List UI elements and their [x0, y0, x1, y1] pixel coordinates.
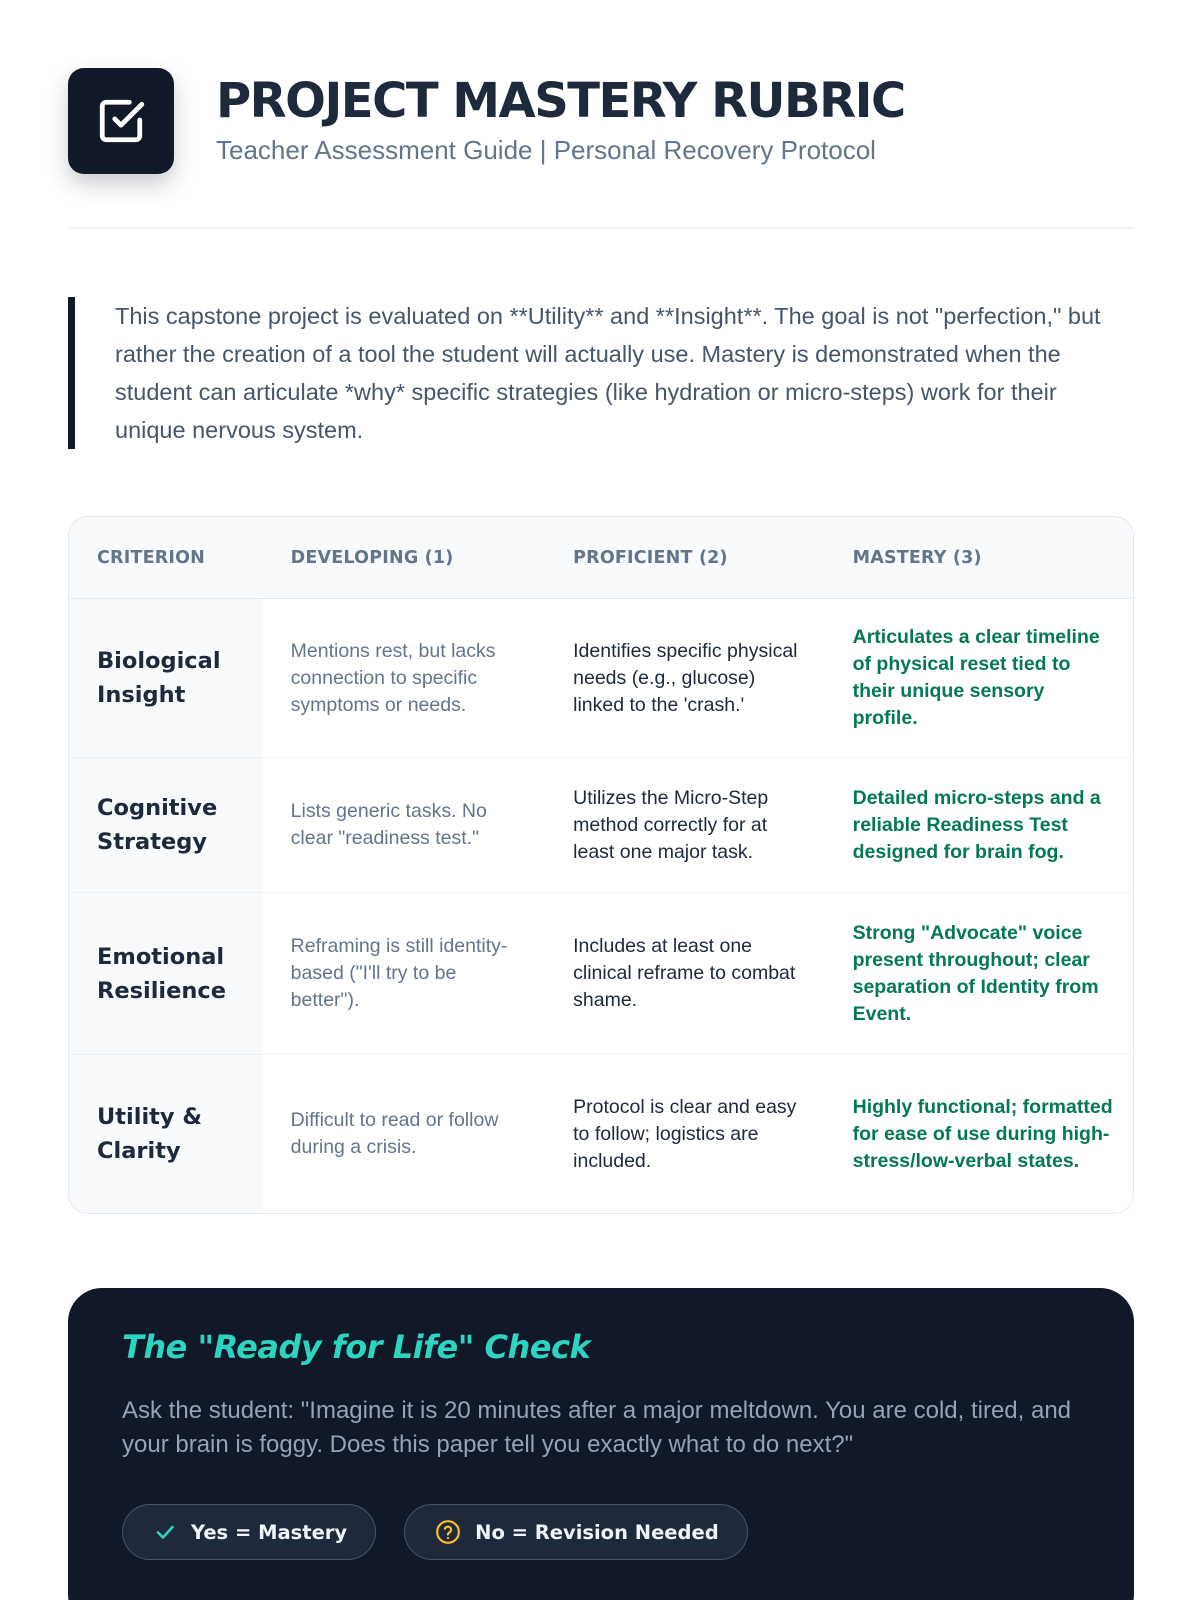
cell-criterion — [69, 893, 263, 1054]
developing-text: Difficult to read or follow during a crisis. — [290, 1109, 499, 1158]
header-proficient: PROFICIENT (2) — [573, 547, 728, 568]
header-divider — [68, 227, 1134, 229]
page-title: PROJECT MASTERY RUBRIC — [216, 72, 905, 129]
proficient-text: Utilizes the Micro-Step method correctly for at least one major task. — [573, 786, 769, 863]
proficient-text: Identifies specific physical needs (e.g., glucose) linked to the 'crash.' — [573, 639, 798, 716]
cell-developing — [263, 599, 545, 757]
criterion-label: Biological Insight — [97, 648, 221, 708]
mastery-text: Highly functional; formatted for ease of use during high-stress/low-verbal states. — [852, 1095, 1113, 1172]
cell-developing — [263, 1055, 545, 1213]
badge-yes-mastery — [122, 1504, 376, 1560]
criterion-label: Cognitive Strategy — [97, 795, 218, 855]
table-row — [69, 1055, 1133, 1213]
cell-proficient — [545, 1055, 824, 1213]
intro-text: This capstone project is evaluated on **Utility** and **Insight**. The goal is not "perfection," but rather the creation of a tool the student will actually use. Mastery is demonstrated when the student can articulate *why* specific strategies (like hydration or micro-steps) work for their unique nervous system. — [115, 303, 1101, 443]
cell-proficient — [545, 893, 824, 1054]
mastery-text: Articulates a clear timeline of physical reset tied to their unique sensory profile. — [852, 626, 1100, 729]
header-mastery: MASTERY (3) — [852, 547, 982, 568]
question-circle-icon — [435, 1519, 461, 1545]
cell-criterion — [69, 758, 263, 892]
cell-mastery — [825, 1055, 1133, 1213]
cell-mastery — [825, 599, 1133, 757]
cell-mastery — [825, 758, 1133, 892]
badge-yes-label: Yes = Mastery — [191, 1520, 348, 1544]
mastery-text: Detailed micro-steps and a reliable Readiness Test designed for brain fog. — [852, 786, 1101, 863]
cell-developing — [263, 893, 545, 1054]
logo-badge — [68, 68, 174, 174]
page-subtitle: Teacher Assessment Guide | Personal Recovery Protocol — [216, 135, 876, 166]
intro-quote — [68, 297, 1134, 449]
cell-proficient — [545, 758, 824, 892]
outcome-badges — [122, 1504, 1080, 1560]
table-header — [69, 517, 1133, 599]
rubric-table — [68, 516, 1134, 1214]
ready-for-life-card — [68, 1288, 1134, 1600]
table-row — [69, 599, 1133, 758]
table-row — [69, 893, 1133, 1055]
header-titles — [216, 72, 905, 167]
developing-text: Lists generic tasks. No clear "readiness test." — [290, 800, 487, 849]
proficient-text: Includes at least one clinical reframe to combat shame. — [573, 935, 796, 1011]
mastery-text: Strong "Advocate" voice present throughout; clear separation of Identity from Event. — [852, 921, 1099, 1025]
proficient-text: Protocol is clear and easy to follow; logistics are included. — [573, 1095, 797, 1172]
table-row — [69, 758, 1133, 893]
cell-proficient — [545, 599, 824, 757]
developing-text: Mentions rest, but lacks connection to specific symptoms or needs. — [290, 639, 496, 716]
header — [68, 68, 905, 174]
badge-no-label: No = Revision Needed — [475, 1520, 719, 1544]
developing-text: Reframing is still identity-based ("I'll try to be better"). — [290, 935, 508, 1011]
checkbox-icon — [96, 96, 146, 146]
ready-prompt: Ask the student: "Imagine it is 20 minutes after a major meltdown. You are cold, tired, and your brain is foggy. Does this paper tell you exactly what to do next?" — [122, 1397, 1072, 1458]
criterion-label: Emotional Resilience — [97, 943, 226, 1004]
cell-criterion — [69, 1055, 263, 1213]
check-icon — [153, 1520, 177, 1544]
criterion-label: Utility & Clarity — [97, 1104, 203, 1164]
cell-mastery — [825, 893, 1133, 1054]
cell-criterion — [69, 599, 263, 757]
header-developing: DEVELOPING (1) — [290, 547, 454, 568]
badge-no-revision — [404, 1504, 748, 1560]
cell-developing — [263, 758, 545, 892]
header-criterion: CRITERION — [97, 547, 206, 568]
ready-title: The "Ready for Life" Check — [122, 1328, 591, 1366]
